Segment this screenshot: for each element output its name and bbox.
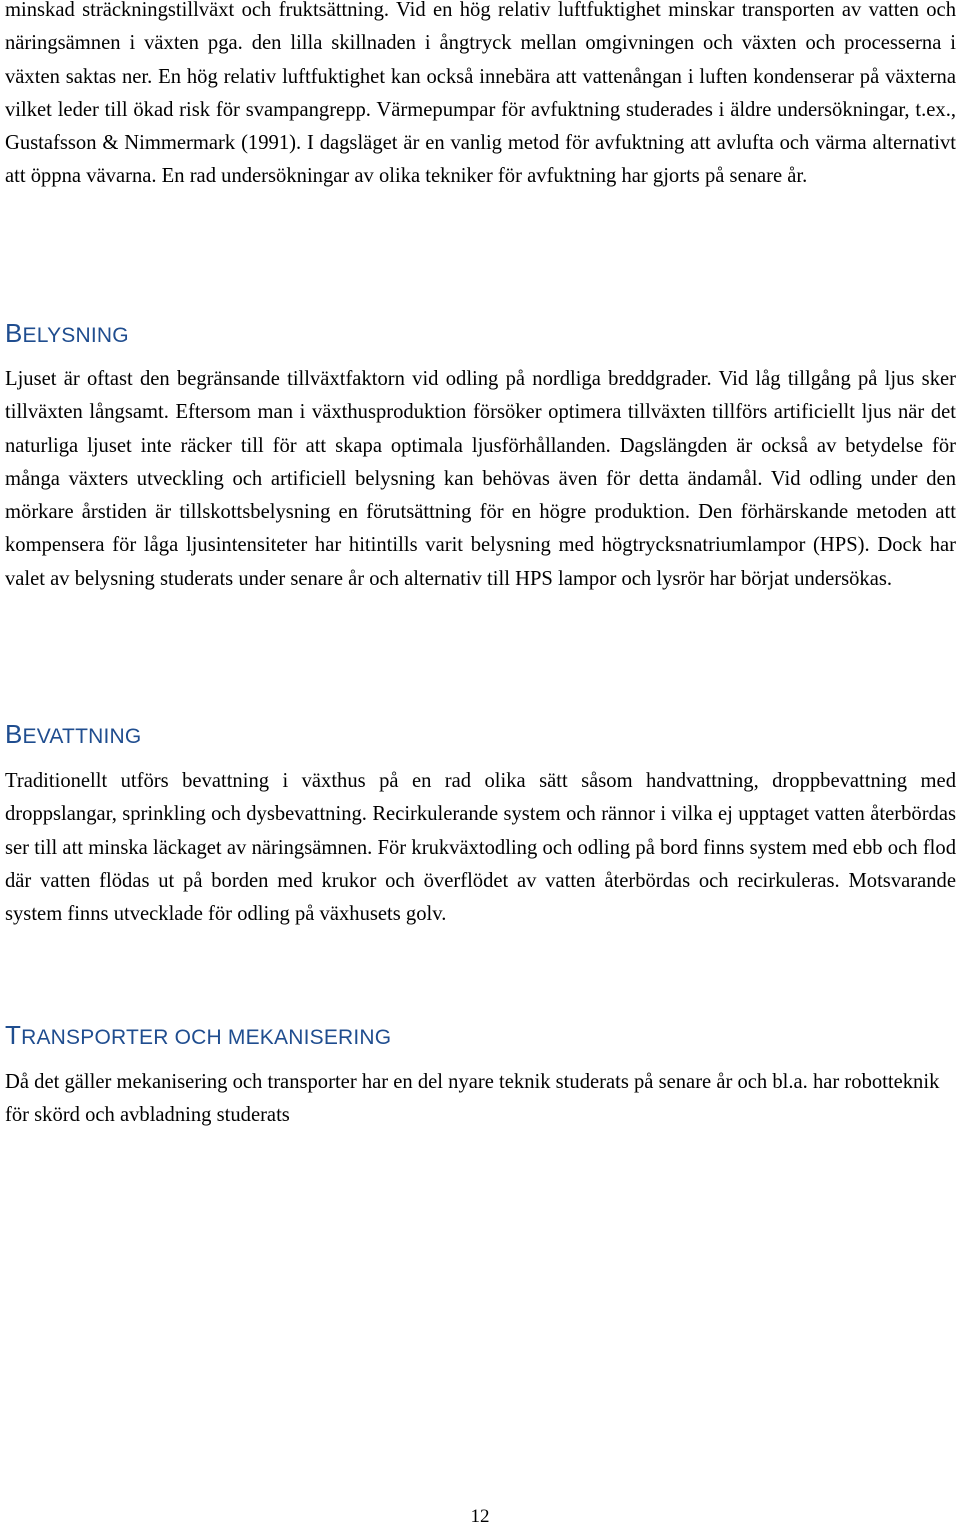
heading-initial: B xyxy=(5,719,23,749)
intro-paragraph: minskad sträckningstillväxt och fruktsättning. Vid en hög relativ luftfuktighet minskar transporten av vatten och näringsämnen i växten pga. den lilla skillnaden i ångtryck mellan omgivningen och växten och processerna i växten saktas ner. En hög relativ luftfuktighet kan också innebära att vattenångan i luften kondenserar på växterna vilket leder till ökad risk för svampangrepp. Värmepumpar för avfuktning studerades i äldre undersökningar, t.ex., Gustafsson & Nimmermark (1991). I dagsläget är en vanlig metod för avfuktning att avlufta och värma alternativt att öppna vävarna. En rad undersökningar av olika tekniker för avfuktning har gjorts på senare år. xyxy=(5,0,956,188)
section-heading-bevattning xyxy=(5,721,141,747)
section-paragraph-bevattning: Traditionellt utförs bevattning i växthus på en rad olika sätt såsom handvattning, droppbevattning med droppslangar, sprinkling och dysbevattning. Recirkulerande system och rännor i vilka ej upptaget vatten återbördas ser till att minska läckaget av näringsämnen. För krukväxtodling och odling på bord finns system med ebb och flod där vatten flödas ut på borden med krukor och överflödet av vatten återbördas och recirkuleras. Motsvarande system finns utvecklade för odling på växhusets golv. xyxy=(5,770,956,926)
section-paragraph-belysning: Ljuset är oftast den begränsande tillväxtfaktorn vid odling på nordliga breddgrader. Vid låg tillgång på ljus sker tillväxten långsamt. Eftersom man i växthusproduktion försöker optimera tillväxten tillförs artificiellt ljus när det naturliga ljuset inte räcker till för att skapa optimala ljusförhållanden. Dagslängden är också av betydelse för många växters utveckling och artificiell belysning kan behövas även för detta ändamål. Vid odling under den mörkare årstiden är tillskottsbelysning en förutsättning för en högre produktion. Den förhärskande metoden att kompensera för låga ljusintensiteter har hitintills varit belysning med högtrycksnatriumlampor (HPS). Dock har valet av belysning studerats under senare år och alternativ till HPS lampor och lysrör har börjat undersökas. xyxy=(5,368,956,590)
heading-rest: RANSPORTER OCH MEKANISERING xyxy=(21,1026,392,1049)
page-number: 12 xyxy=(470,1506,490,1527)
heading-initial: T xyxy=(5,1020,22,1050)
section-paragraph-transporter: Då det gäller mekanisering och transporter har en del nyare teknik studerats på senare år och bl.a. har robotteknik för skörd och avbladning studerats xyxy=(5,1071,940,1127)
section-heading-transporter xyxy=(5,1022,391,1048)
heading-rest: ELYSNING xyxy=(22,324,129,347)
section-heading-belysning xyxy=(5,320,129,346)
heading-initial: B xyxy=(5,318,23,348)
heading-rest: EVATTNING xyxy=(22,725,142,748)
